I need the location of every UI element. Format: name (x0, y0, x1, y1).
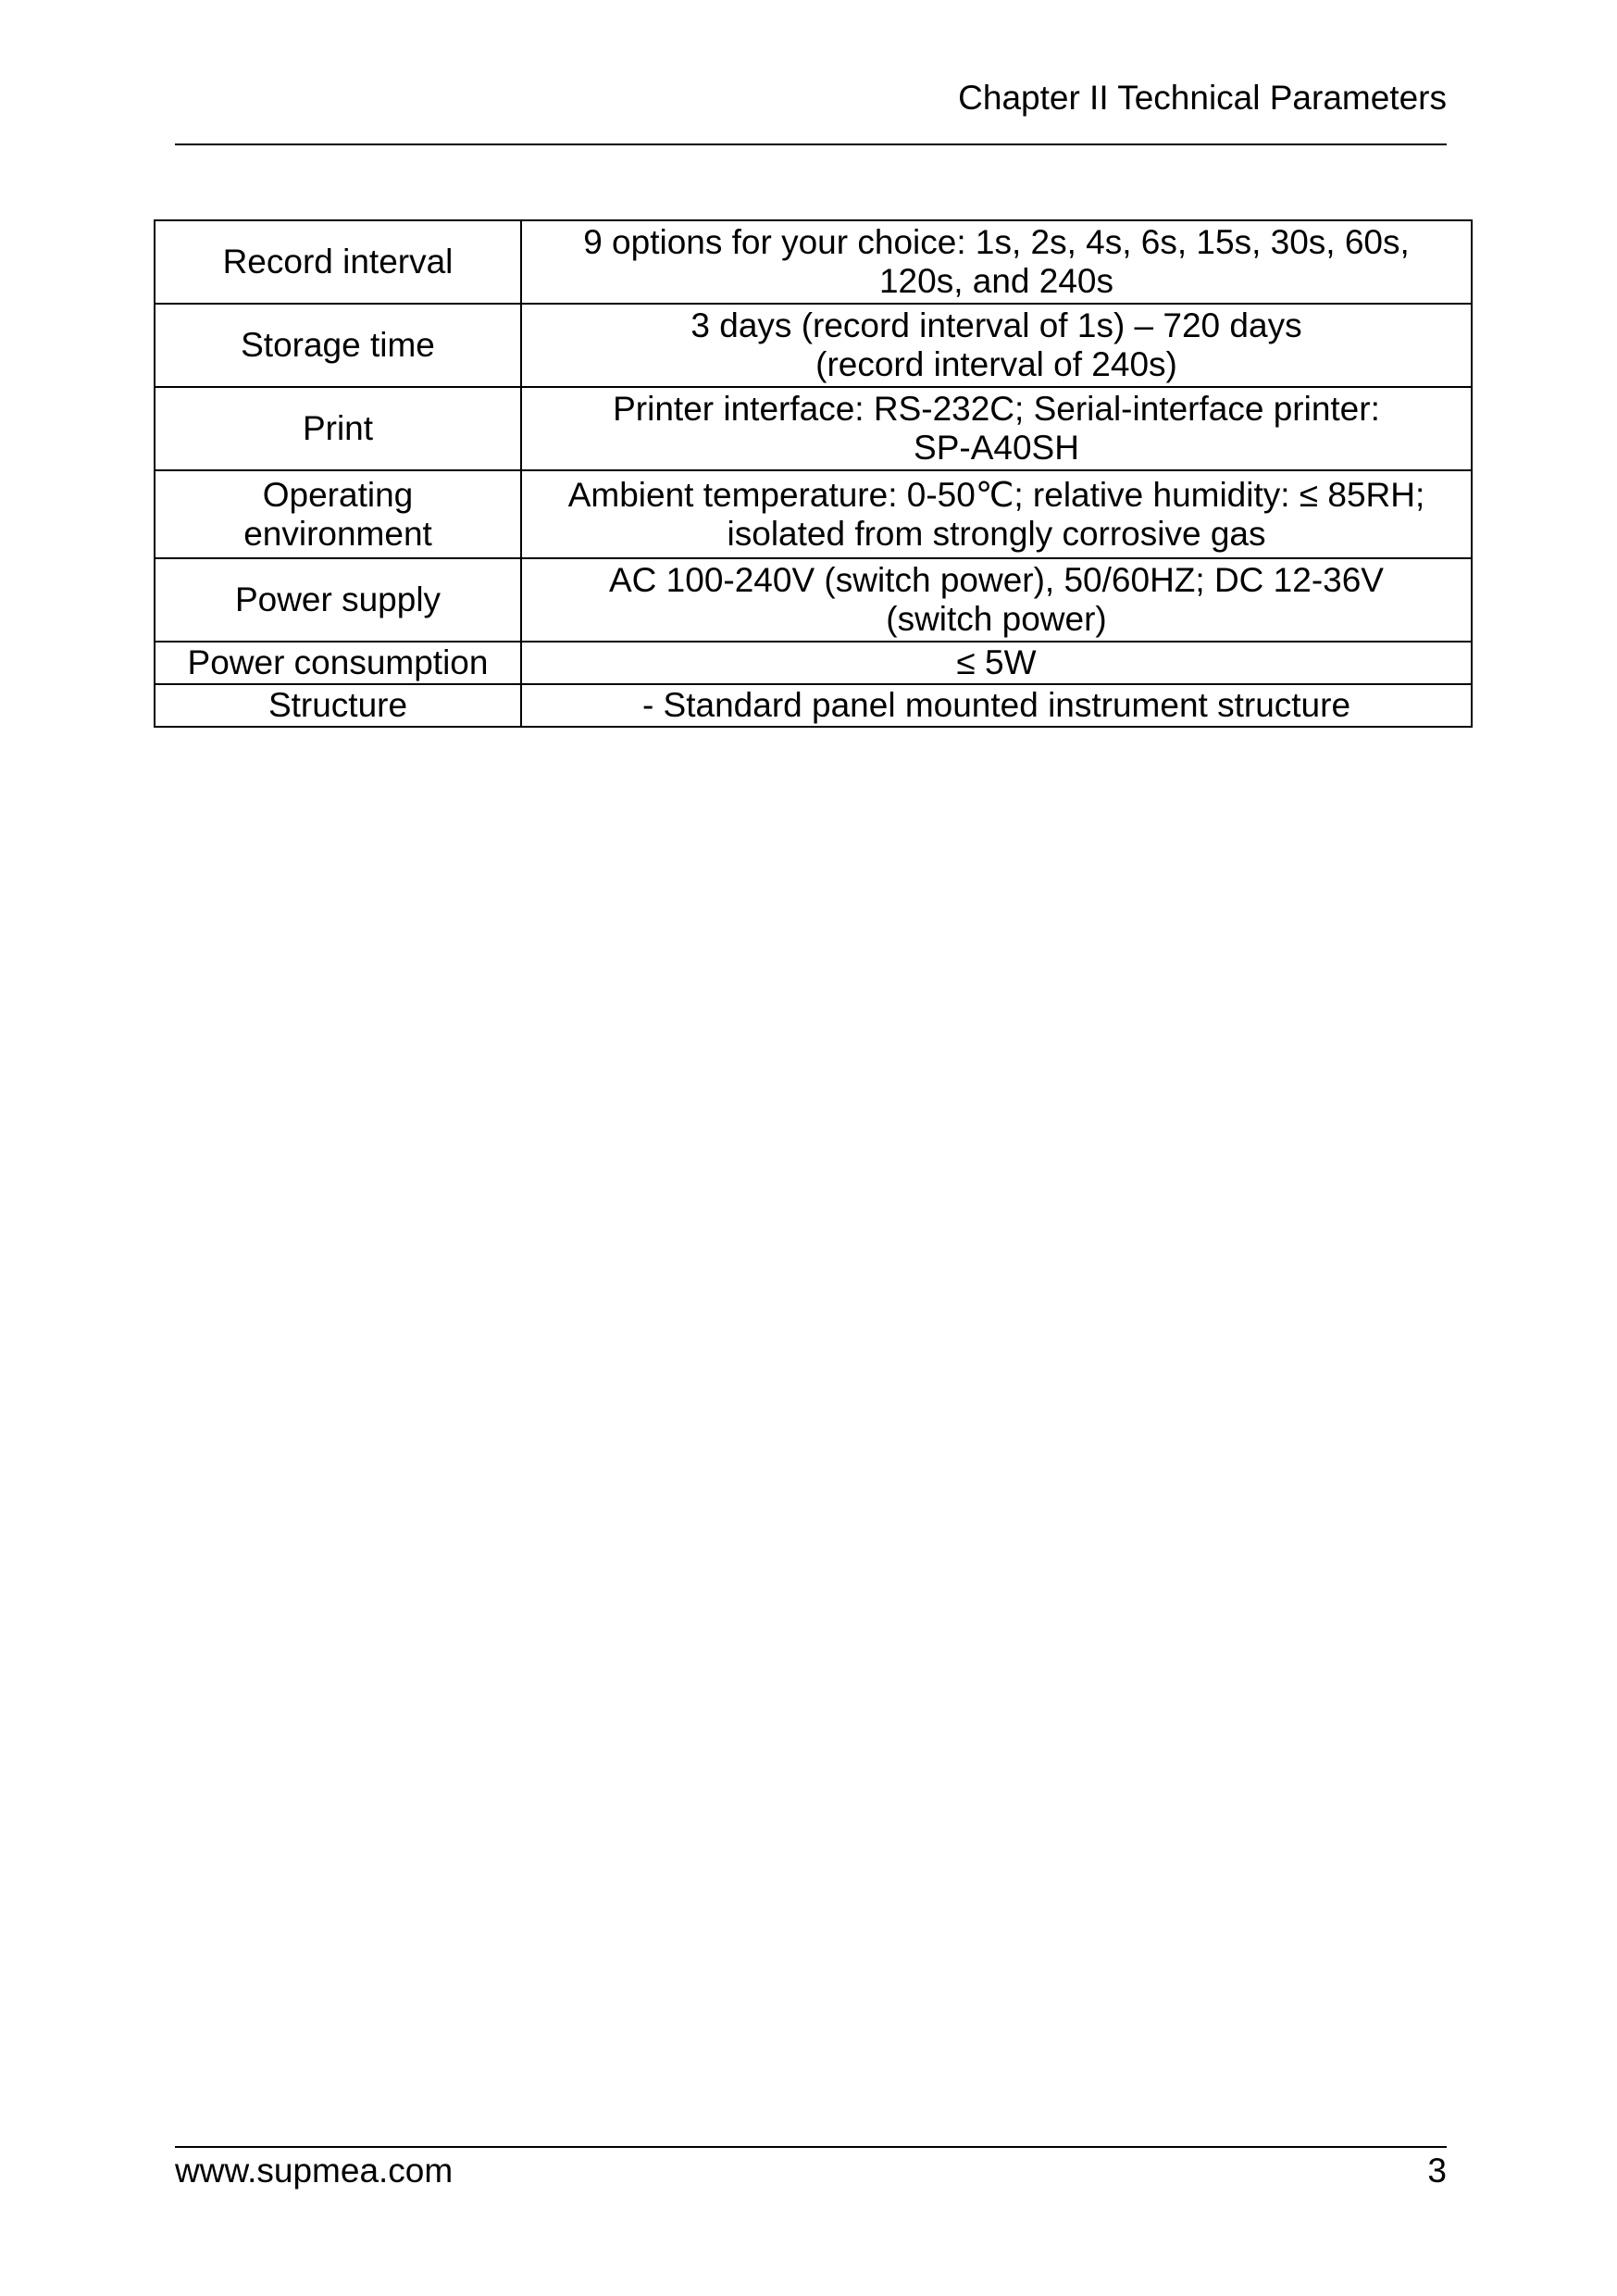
table-row-print (155, 387, 1472, 470)
parameter-value: Printer interface: RS-232C; Serial-interface printer: SP-A40SH (521, 387, 1472, 470)
parameter-value: ≤ 5W (521, 642, 1472, 684)
parameter-value: Ambient temperature: 0-50℃; relative humidity: ≤ 85RH; isolated from strongly corrosive gas (521, 470, 1472, 558)
technical-parameters-table (154, 219, 1473, 728)
parameter-label: Record interval (155, 220, 521, 304)
table-row-structure (155, 684, 1472, 727)
parameter-value: 3 days (record interval of 1s) – 720 days (record interval of 240s) (521, 304, 1472, 387)
parameter-value: AC 100-240V (switch power), 50/60HZ; DC 12-36V (switch power) (521, 558, 1472, 642)
table-row-power-supply (155, 558, 1472, 642)
parameter-label: Power supply (155, 558, 521, 642)
footer-divider (175, 2146, 1447, 2148)
parameter-label: Storage time (155, 304, 521, 387)
parameter-label: Operating environment (155, 470, 521, 558)
footer-website: www.supmea.com (175, 2152, 454, 2190)
table-row-power-consumption (155, 642, 1472, 684)
table-row-record-interval (155, 220, 1472, 304)
header-divider (175, 144, 1447, 145)
table-row-operating-environment (155, 470, 1472, 558)
parameter-label: Power consumption (155, 642, 521, 684)
table-row-storage-time (155, 304, 1472, 387)
page-number: 3 (1427, 2152, 1447, 2190)
page-header-title: Chapter II Technical Parameters (958, 79, 1447, 117)
parameter-label: Print (155, 387, 521, 470)
parameter-value: - Standard panel mounted instrument structure (521, 684, 1472, 727)
parameter-label: Structure (155, 684, 521, 727)
parameter-value: 9 options for your choice: 1s, 2s, 4s, 6s, 15s, 30s, 60s, 120s, and 240s (521, 220, 1472, 304)
